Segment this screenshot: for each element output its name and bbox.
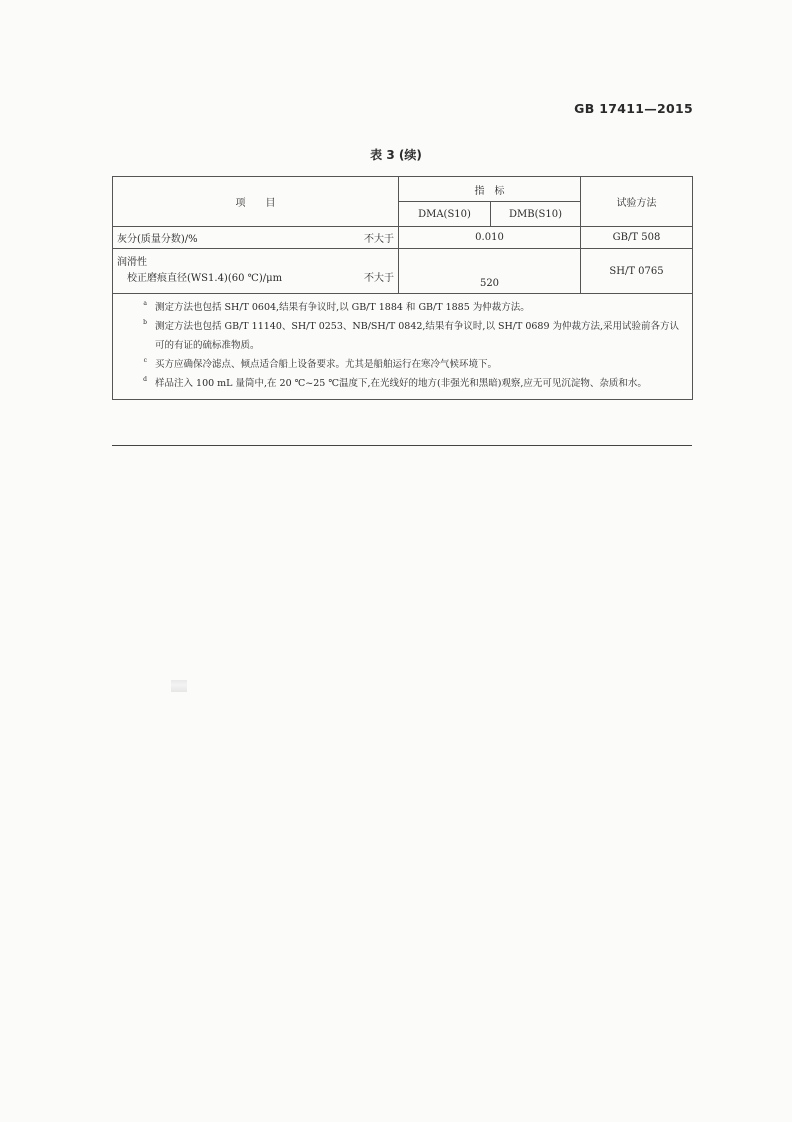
ash-method: GB/T 508 xyxy=(581,227,693,249)
footnote-b xyxy=(119,317,686,355)
footnote-c xyxy=(119,355,686,374)
ash-label: 灰分(质量分数)/% xyxy=(117,234,198,245)
ash-label-cell xyxy=(113,227,399,249)
ash-limit: 不大于 xyxy=(364,234,394,245)
lubricity-value: 520 xyxy=(399,249,581,294)
standard-number: GB 17411—2015 xyxy=(574,101,693,116)
ash-value: 0.010 xyxy=(399,227,581,249)
table-row-lubricity xyxy=(113,249,693,294)
header-indicator: 指 标 xyxy=(399,177,581,202)
footnote-d xyxy=(119,374,686,393)
footnote-mark: a xyxy=(143,300,147,307)
footnote-mark: d xyxy=(143,376,147,383)
footnote-text: 测定方法也包括 GB/T 11140、SH/T 0253、NB/SH/T 0842,结果有争议时,以 SH/T 0689 为仲裁方法,采用试验前各方认可的有证的硫标准物质。 xyxy=(155,321,680,351)
table-row-ash xyxy=(113,227,693,249)
footnote-text: 样品注入 100 mL 量筒中,在 20 ℃~25 ℃温度下,在光线好的地方(非强光和黑暗)观察,应无可见沉淀物、杂质和水。 xyxy=(155,378,647,389)
header-dma: DMA(S10) xyxy=(399,202,491,227)
lubricity-label: 校正磨痕直径(WS1.4)(60 ℃)/μm xyxy=(127,273,283,284)
header-row-1 xyxy=(113,177,693,202)
specification-table xyxy=(112,176,693,400)
footnotes-row xyxy=(113,294,693,400)
footnote-mark: b xyxy=(143,319,147,326)
footnotes-cell xyxy=(113,294,693,400)
lubricity-method: SH/T 0765 xyxy=(581,249,693,294)
lubricity-group-label: 润滑性 xyxy=(117,257,147,268)
footnote-mark: c xyxy=(143,357,147,364)
footnote-text: 买方应确保冷滤点、倾点适合船上设备要求。尤其是船舶运行在寒冷气候环境下。 xyxy=(155,359,498,370)
header-dmb: DMB(S10) xyxy=(491,202,581,227)
scan-smudge xyxy=(171,680,187,692)
footnote-text: 测定方法也包括 SH/T 0604,结果有争议时,以 GB/T 1884 和 GB/T 1885 为仲裁方法。 xyxy=(155,302,530,313)
end-rule xyxy=(112,445,692,446)
header-item: 项 目 xyxy=(113,177,399,227)
lubricity-label-cell xyxy=(113,249,399,294)
lubricity-limit: 不大于 xyxy=(364,273,394,284)
table-title: 表 3 (续) xyxy=(370,148,422,162)
footnote-a xyxy=(119,298,686,317)
header-test-method: 试验方法 xyxy=(581,177,693,227)
